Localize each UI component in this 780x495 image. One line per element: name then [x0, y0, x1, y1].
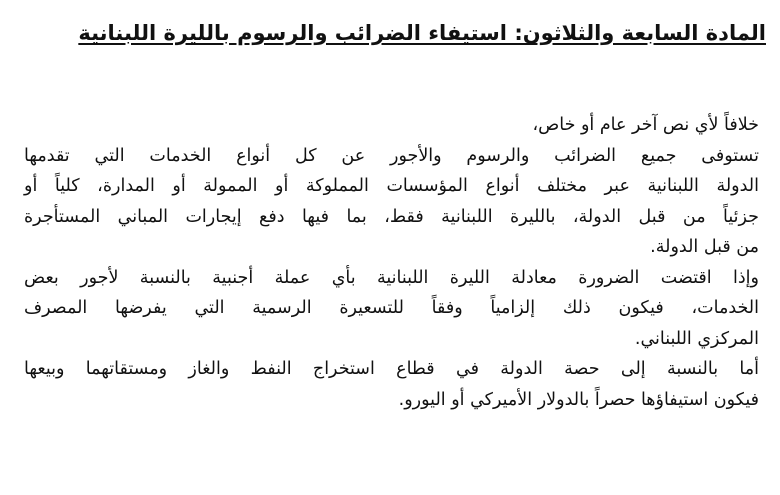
article-body — [24, 110, 759, 415]
text-line: المركزي اللبناني. — [634, 328, 759, 349]
text-line: أما بالنسبة إلى حصة الدولة في قطاع استخراج النفط والغاز ومستقاتهما وبيعها — [24, 359, 759, 379]
text-line: تستوفى جميع الضرائب والرسوم والأجور عن كل أنواع الخدمات التي تقدمها — [24, 145, 759, 166]
text-line: الدولة اللبنانية عبر مختلف أنواع المؤسسات المملوكة أو الممولة أو المدارة، كلياً أو — [24, 176, 759, 196]
text-line: فيكون استيفاؤها حصراً بالدولار الأميركي أو اليورو. — [398, 389, 759, 410]
article-title: المادة السابعة والثلاثون: استيفاء الضرائب والرسوم بالليرة اللبنانية — [78, 21, 766, 45]
text-line: الخدمات، فيكون ذلك إلزامياً وفقاً للتسعيرة الرسمية التي يفرضها المصرف — [24, 298, 759, 318]
text-line: جزئياً من قبل الدولة، بالليرة اللبنانية فقط، بما فيها دفع إيجارات المباني المستأجرة — [24, 206, 759, 227]
text-line: وإذا اقتضت الضرورة معادلة الليرة اللبنانية بأي عملة أجنبية بالنسبة لأجور بعض — [24, 267, 759, 288]
text-line: من قبل الدولة. — [650, 237, 759, 257]
text-line: خلافاً لأي نص آخر عام أو خاص، — [532, 115, 759, 135]
